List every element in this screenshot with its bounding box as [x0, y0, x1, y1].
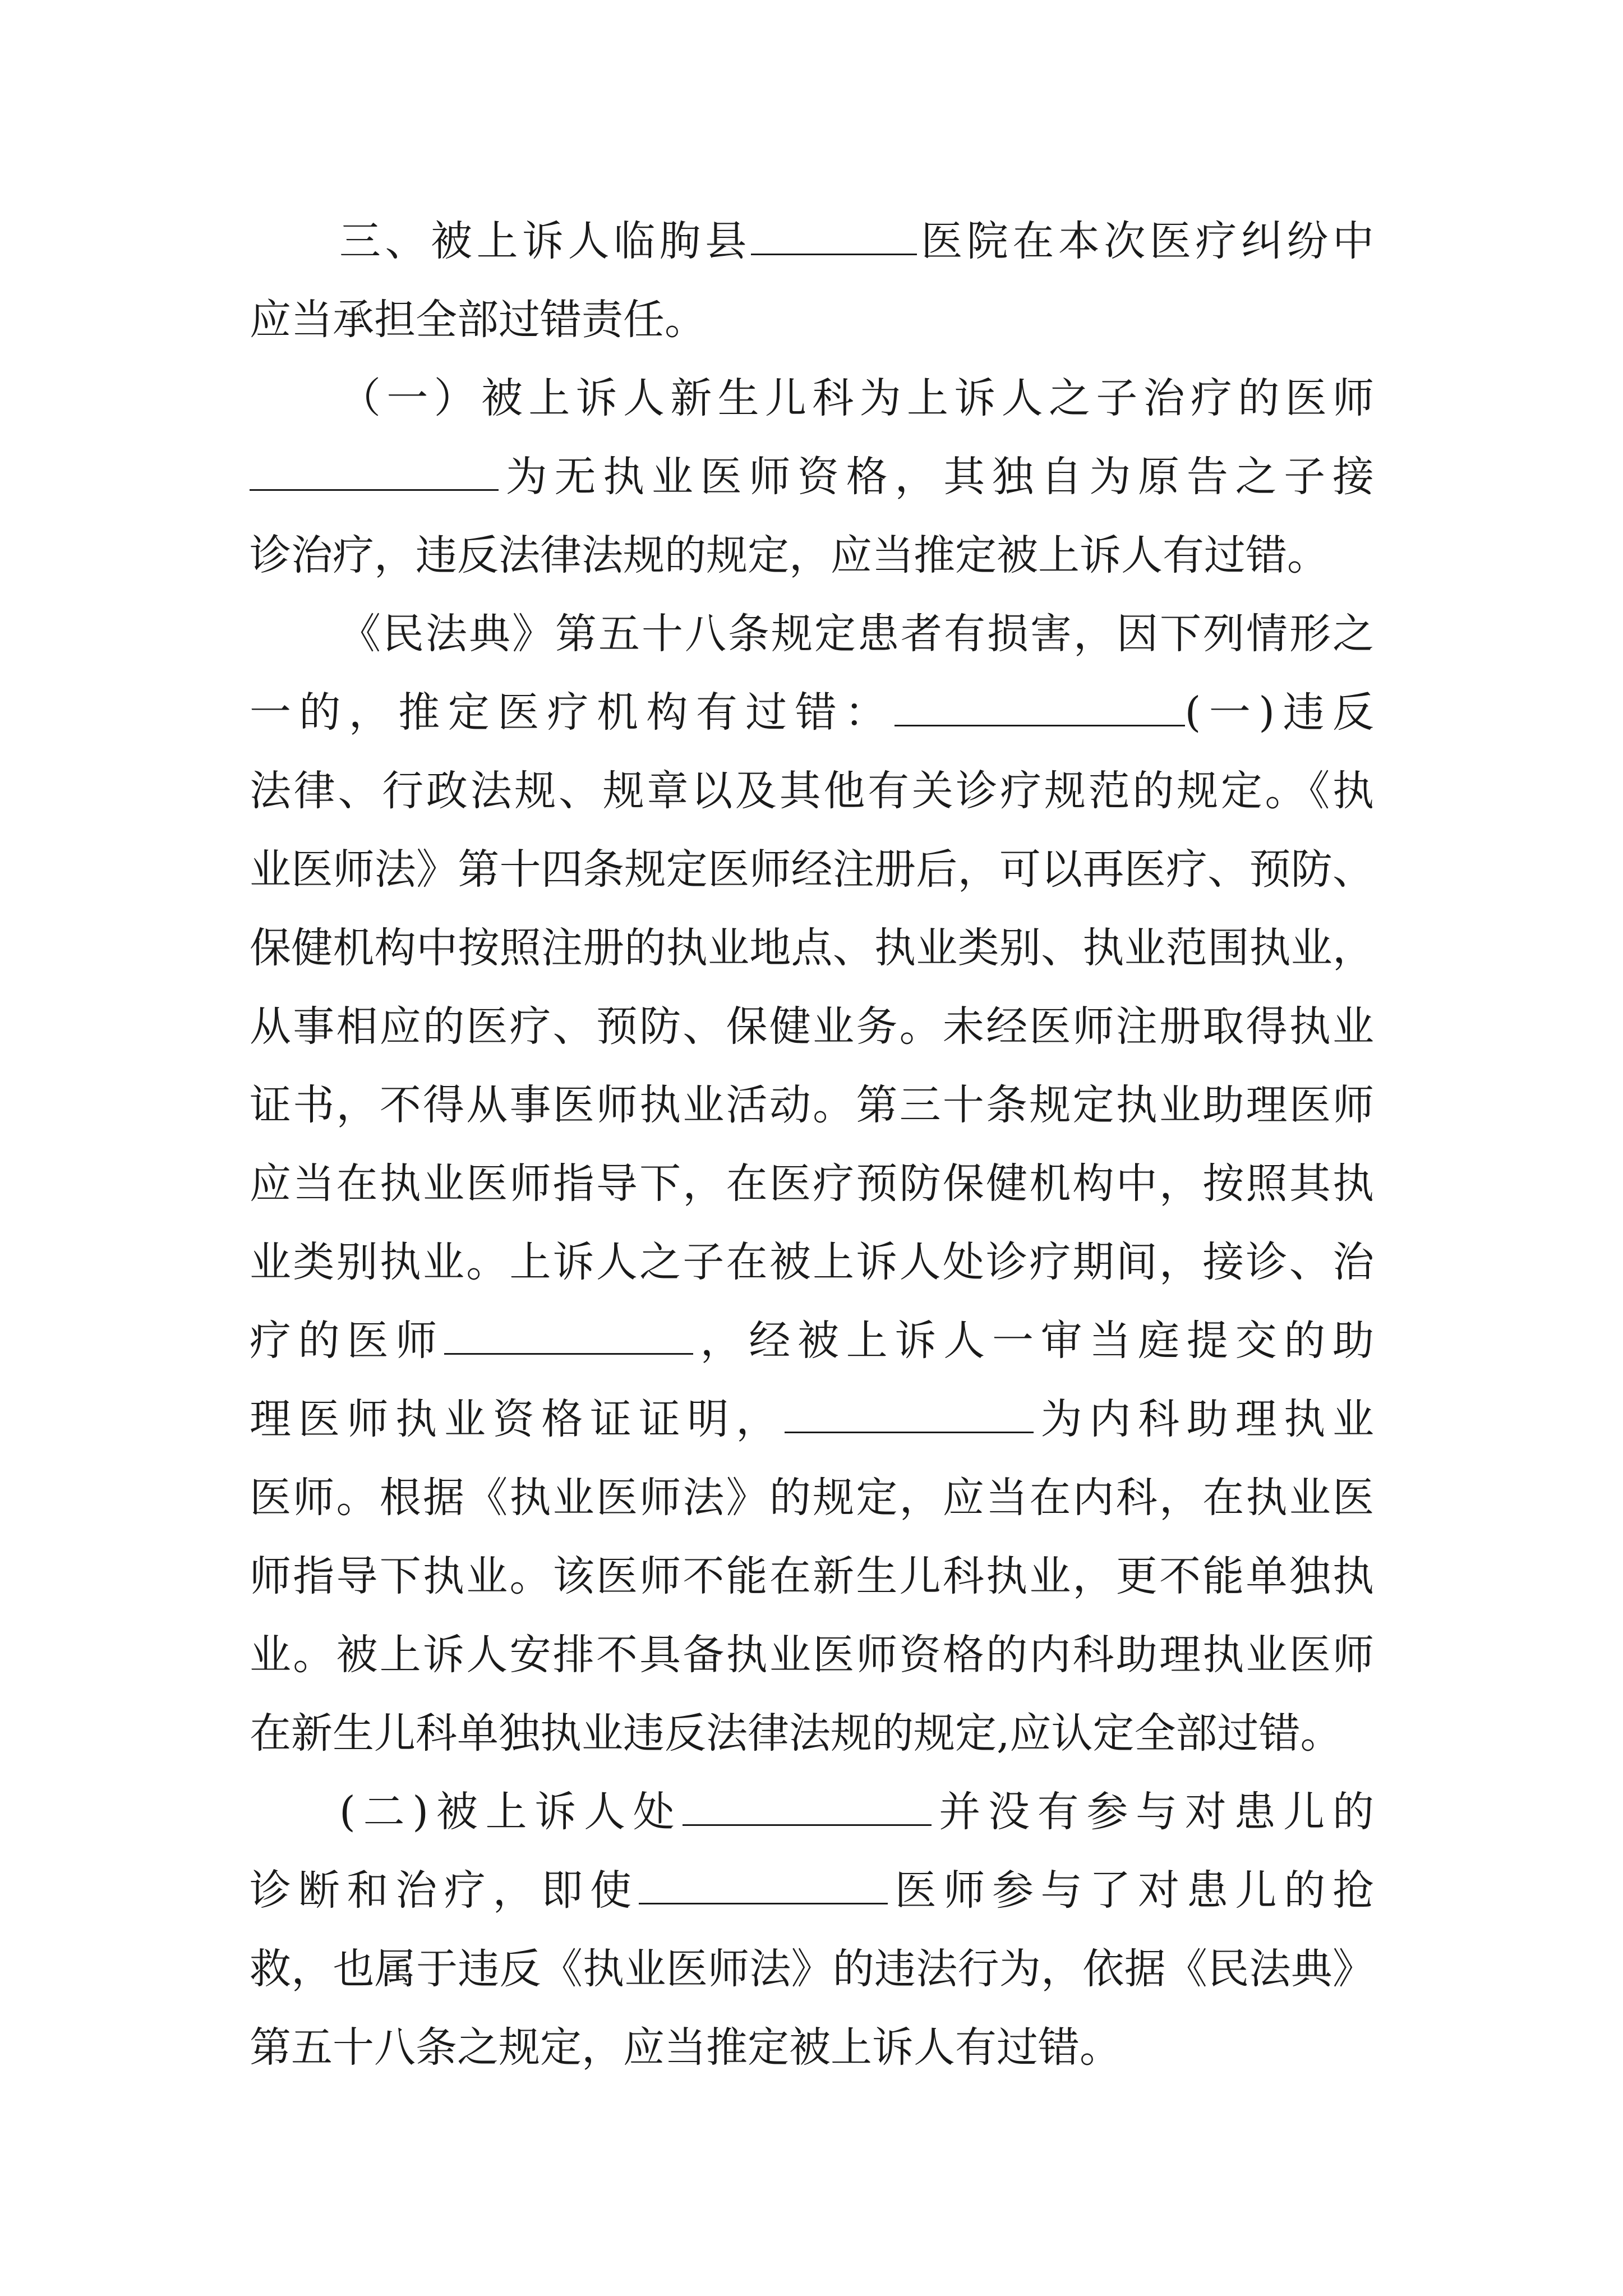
text-segment: 从事相应的医疗、预防、保健业务。未经医师注册取得执业 [250, 1002, 1374, 1051]
text-segment: ，经被上诉人一审当庭提交的助 [693, 1317, 1374, 1365]
text-line [250, 516, 1374, 595]
redacted-blank [751, 218, 917, 255]
text-line [339, 1773, 1374, 1851]
text-line [339, 202, 1374, 280]
text-line [250, 280, 1374, 359]
text-line [339, 359, 1374, 438]
text-segment: 为无执业医师资格，其独自为原告之子接 [499, 453, 1374, 501]
text-line [250, 1144, 1374, 1223]
text-line [250, 1537, 1374, 1616]
text-line [250, 1930, 1374, 2008]
text-line [339, 595, 1374, 673]
text-line [250, 752, 1374, 830]
redacted-blank [785, 1396, 1034, 1433]
text-segment: 应当在执业医师指导下，在医疗预防保健机构中，按照其执 [250, 1159, 1374, 1208]
text-segment: 一的，推定医疗机构有过错： [250, 688, 895, 737]
text-segment: 业类别执业。上诉人之子在被上诉人处诊疗期间，接诊、治 [250, 1238, 1374, 1286]
text-segment: 并没有参与对患儿的 [931, 1788, 1374, 1836]
text-segment: 在新生儿科单独执业违反法律法规的规定,应认定全部过错。 [250, 1709, 1342, 1757]
text-segment: 保健机构中按照注册的执业地点、执业类别、执业范围执业， [250, 924, 1374, 972]
text-segment: 三、被上诉人临朐县 [339, 217, 751, 265]
text-segment: (二)被上诉人处 [339, 1788, 683, 1836]
text-line [250, 673, 1374, 752]
text-line [250, 1458, 1374, 1537]
text-segment: 业。被上诉人安排不具备执业医师资格的内科助理执业医师 [250, 1631, 1374, 1679]
redacted-blank [639, 1867, 888, 1904]
text-segment: 疗的医师 [250, 1317, 444, 1365]
text-segment: 证书，不得从事医师执业活动。第三十条规定执业助理医师 [250, 1081, 1374, 1129]
text-line [250, 1380, 1374, 1458]
text-line [250, 1066, 1374, 1144]
text-segment: 第五十八条之规定，应当推定被上诉人有过错。 [250, 2023, 1121, 2072]
text-line [250, 830, 1374, 909]
redacted-blank [250, 453, 499, 491]
text-line [250, 2008, 1374, 2087]
text-segment: 诊断和治疗，即使 [250, 1866, 639, 1915]
text-segment: 为内科助理执业 [1033, 1395, 1375, 1443]
text-segment: 应当承担全部过错责任。 [250, 296, 706, 344]
redacted-blank [683, 1788, 932, 1826]
text-line [250, 1694, 1374, 1773]
text-line [250, 909, 1374, 987]
text-segment: 医院在本次医疗纠纷中 [916, 217, 1375, 265]
text-line [250, 1851, 1374, 1930]
text-line [250, 1616, 1374, 1694]
text-segment: 医师参与了对患儿的抢 [887, 1866, 1375, 1915]
text-line [250, 987, 1374, 1066]
text-segment: 救，也属于违反《执业医师法》的违法行为，依据《民法典》 [250, 1945, 1374, 1993]
text-segment: 业医师法》第十四条规定医师经注册后，可以再医疗、预防、 [250, 845, 1374, 894]
text-segment: (一)违反 [1184, 688, 1374, 737]
text-segment: 法律、行政法规、规章以及其他有关诊疗规范的规定。《执 [250, 767, 1374, 815]
text-line [250, 438, 1374, 516]
text-segment: （一）被上诉人新生儿科为上诉人之子治疗的医师 [339, 374, 1374, 422]
text-segment: 理医师执业资格证证明， [250, 1395, 785, 1443]
text-line [250, 1301, 1374, 1380]
text-segment: 诊治疗，违反法律法规的规定，应当推定被上诉人有过错。 [250, 531, 1329, 579]
redacted-blank [444, 1317, 693, 1355]
text-segment: 《民法典》第五十八条规定患者有损害，因下列情形之 [339, 610, 1374, 658]
text-segment: 医师。根据《执业医师法》的规定，应当在内科，在执业医 [250, 1474, 1374, 1522]
text-line [250, 1223, 1374, 1301]
redacted-blank [895, 689, 1185, 726]
text-segment: 师指导下执业。该医师不能在新生儿科执业，更不能单独执 [250, 1552, 1374, 1600]
